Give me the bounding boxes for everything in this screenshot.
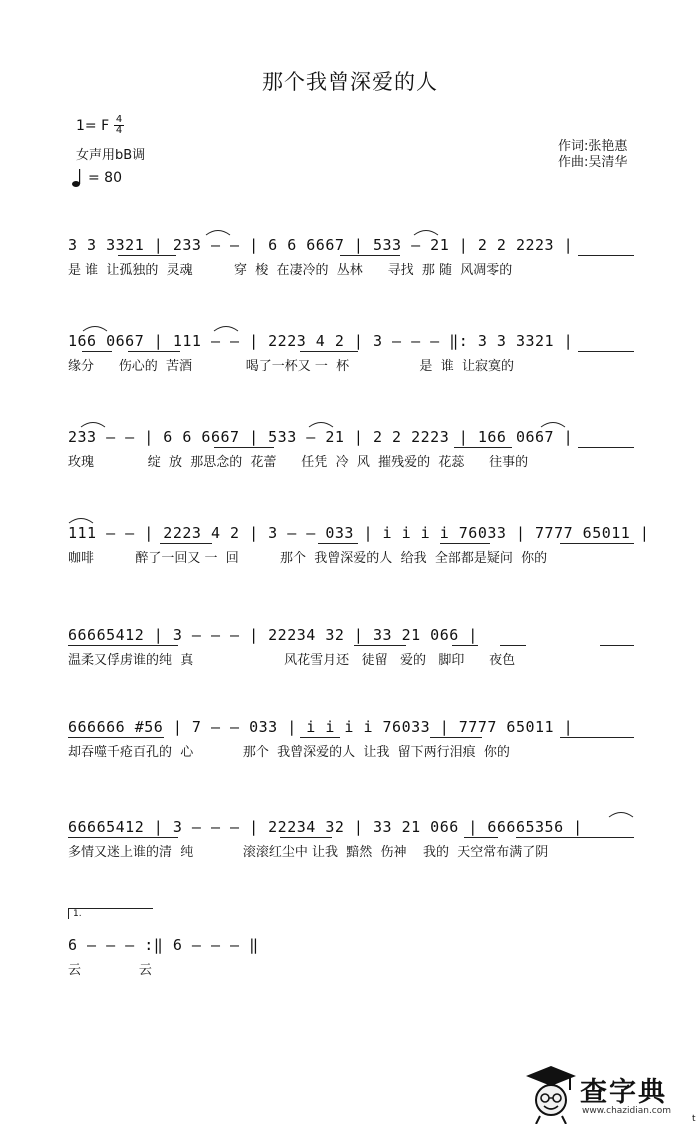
beam-underline: [160, 543, 212, 544]
notes-line: 3 3 3321 | 233 – – | 6 6 6667 | 533 – 21 | 2 2 2223 |: [68, 236, 574, 254]
lyrics-line: 咖啡 醉了一回又 一 回 那个 我曾深爱的人 给我 全部都是疑问 你的: [68, 551, 548, 566]
beam-underline: [560, 543, 634, 544]
corner-mark: t: [692, 1114, 696, 1124]
notes-line: 6 – – – :‖ 6 – – – ‖: [68, 936, 259, 954]
lyrics-line: 缘分 伤心的 苦酒 喝了一杯又 一 杯 是 谁 让寂寞的: [68, 359, 514, 374]
tie-slur-icon: [540, 420, 566, 428]
lyrics-line: 云 云: [68, 963, 152, 978]
beam-underline: [300, 737, 340, 738]
lyricist: 作词:张艳惠: [558, 139, 628, 154]
tie-slur-icon: [82, 324, 108, 332]
credits: [558, 139, 627, 171]
beam-underline: [300, 351, 358, 352]
watermark-logo: [524, 1064, 696, 1126]
beam-underline: [214, 447, 274, 448]
mascot-icon: [524, 1064, 578, 1124]
voice-note: 女声用bB调: [76, 148, 146, 163]
beam-underline: [318, 543, 358, 544]
composer: 作曲:吴清华: [558, 155, 628, 170]
time-signature: [114, 115, 124, 136]
song-title: 那个我曾深爱的人: [262, 70, 438, 94]
tie-slur-icon: [80, 420, 106, 428]
beam-underline: [500, 645, 526, 646]
beam-underline: [578, 351, 634, 352]
beam-underline: [578, 255, 634, 256]
beam-underline: [354, 645, 406, 646]
notes-line: 111 – – | 2223 4 2 | 3 – – 033 | i i i i 76033 | 7777 65011 |: [68, 524, 650, 542]
notes-line: 233 – – | 6 6 6667 | 533 – 21 | 2 2 2223 | 166 0667 |: [68, 428, 574, 446]
notes-line: 66665412 | 3 – – – | 22234 32 | 33 21 066 | 66665356 |: [68, 818, 583, 836]
beam-underline: [516, 837, 634, 838]
watermark-brand: 查字典: [580, 1077, 667, 1108]
watermark-url: www.chazidian.com: [582, 1106, 672, 1116]
beam-underline: [340, 255, 400, 256]
tie-slur-icon: [413, 228, 439, 236]
tie-slur-icon: [213, 324, 239, 332]
beam-underline: [440, 543, 490, 544]
beam-underline: [68, 737, 164, 738]
lyrics-line: 玫瑰 绽 放 那思念的 花蕾 任凭 冷 风 摧残爱的 花蕊 往事的: [68, 455, 529, 470]
time-top: 4: [115, 114, 123, 125]
beam-underline: [82, 351, 112, 352]
beam-underline: [452, 645, 478, 646]
beam-underline: [464, 837, 498, 838]
volta-label: 1.: [73, 909, 82, 919]
first-ending-bracket: [68, 908, 153, 919]
lyrics-line: 却吞噬千疮百孔的 心 那个 我曾深爱的人 让我 留下两行泪痕 你的: [68, 745, 510, 760]
notes-line: 666666 #56 | 7 – – 033 | i i i i 76033 | 7777 65011 |: [68, 718, 574, 736]
lyrics-line: 是 谁 让孤独的 灵魂 穿 梭 在凄冷的 丛林 寻找 那 随 风凋零的: [68, 263, 513, 278]
notes-line: 66665412 | 3 – – – | 22234 32 | 33 21 066 |: [68, 626, 478, 644]
lyrics-line: 多情又迷上谁的清 纯 滚滚红尘中 让我 黯然 伤神 我的 天空常布满了阴: [68, 845, 549, 860]
beam-underline: [118, 255, 176, 256]
tie-slur-icon: [608, 810, 634, 818]
time-bottom: 4: [115, 125, 123, 136]
tie-slur-icon: [308, 420, 334, 428]
beam-underline: [68, 645, 178, 646]
notes-line: 166 0667 | 111 – – | 2223 4 2 | 3 – – – ‖: 3 3 3321 |: [68, 332, 574, 350]
beam-underline: [560, 737, 634, 738]
lyrics-line: 温柔又俘虏谁的纯 真 风花雪月还 徒留 爱的 脚印 夜色: [68, 653, 516, 668]
quarter-note-icon: [72, 168, 82, 188]
beam-underline: [68, 837, 178, 838]
beam-underline: [430, 737, 482, 738]
key-label: 1= F: [76, 118, 110, 134]
beam-underline: [454, 447, 512, 448]
tie-slur-icon: [68, 516, 94, 524]
tempo-value: = 80: [88, 170, 122, 186]
tie-slur-icon: [205, 228, 231, 236]
tempo-marking: [72, 168, 122, 188]
key-signature: [76, 114, 123, 136]
beam-underline: [578, 447, 634, 448]
beam-underline: [600, 645, 634, 646]
beam-underline: [280, 837, 332, 838]
beam-underline: [128, 351, 180, 352]
